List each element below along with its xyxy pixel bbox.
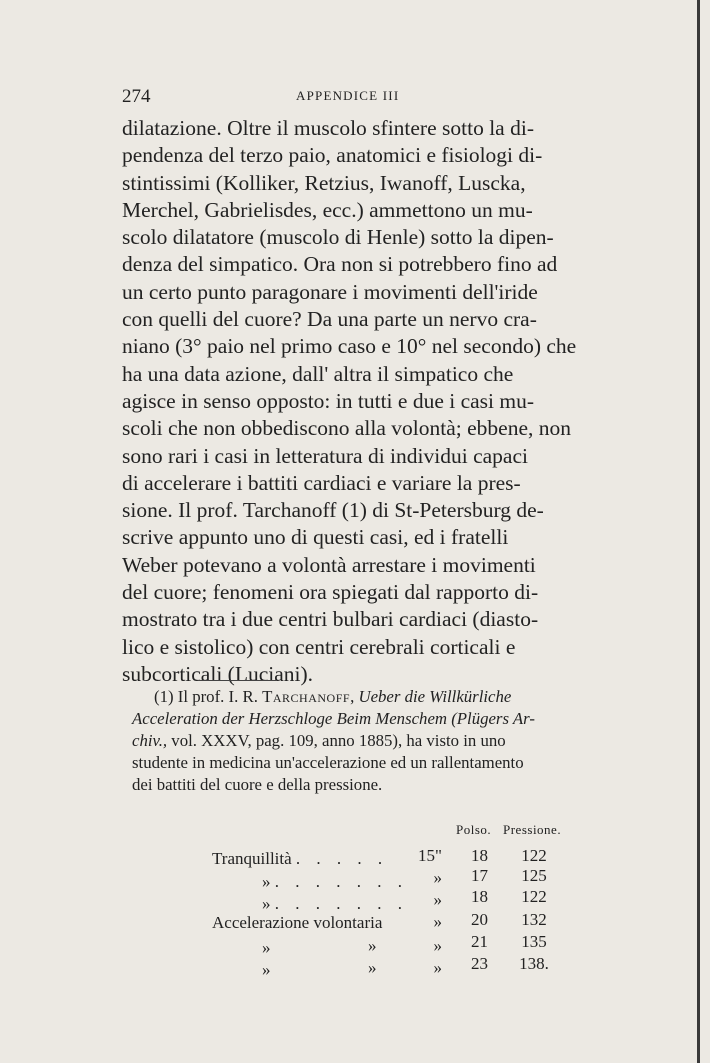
table-cell-pressione: 125 [521, 866, 547, 885]
body-line: scrive appunto uno di questi casi, ed i fratelli [122, 525, 509, 550]
footnote-title: Acceleration der Herzschloge Beim Menschem (Plügers Ar- [132, 709, 535, 728]
body-line: Weber potevano a volontà arrestare i movimenti [122, 552, 536, 577]
footnote-line: studente in medicina un'accelerazione ed un rallentamento [132, 753, 524, 772]
table-cell-pressione: 138. [519, 954, 549, 973]
table-row-label: » [262, 938, 271, 957]
table-cell-time: 15" [418, 846, 442, 865]
body-line: sione. Il prof. Tarchanoff (1) di St-Petersburg de- [122, 498, 544, 523]
body-line: lico e sistolico) con centri cerebrali corticali e [122, 634, 516, 659]
column-header-polso: Polso. [456, 822, 492, 837]
body-line: scoli che non obbediscono alla volontà; ebbene, non [122, 416, 571, 441]
table-cell-time: » [433, 912, 442, 931]
column-header-pressione: Pressione. [503, 822, 562, 837]
body-line: ha una data azione, dall' altra il simpatico che [122, 361, 514, 386]
body-line: scolo dilatatore (muscolo di Henle) sotto la dipen- [122, 225, 554, 250]
body-line: di accelerare i battiti cardiaci e variare la pres- [122, 470, 521, 495]
table-cell-polso: 17 [471, 866, 488, 885]
table-cell-time: » [433, 958, 442, 977]
body-line: niano (3° paio nel primo caso e 10° nel secondo) che [122, 334, 577, 359]
footnote-text: vol. XXXV, pag. 109, anno 1885), ha visto in uno [167, 731, 506, 750]
body-line: denza del simpatico. Ora non si potrebbero fino ad [122, 252, 558, 277]
table-cell-polso: 18 [471, 887, 488, 906]
table-row-label: » [368, 958, 377, 977]
table-row-label: Accelerazione volontaria [212, 913, 383, 932]
body-line: subcorticali (Luciani). [122, 661, 314, 686]
body-line: del cuore; fenomeni ora spiegati dal rapporto di- [122, 580, 539, 605]
page-number: 274 [122, 86, 151, 107]
table-row-label: » [262, 960, 271, 979]
body-line: dilatazione. Oltre il muscolo sfintere sotto la di- [122, 116, 534, 140]
footnote-title: chiv., [132, 731, 168, 750]
footnote-author: Tarchanoff [262, 687, 351, 706]
body-line: Merchel, Gabrielisdes, ecc.) ammettono un mu- [122, 197, 533, 222]
body-line: con quelli del cuore? Da una parte un nervo cra- [122, 307, 537, 332]
footnote-line: dei battiti del cuore e della pressione. [132, 775, 383, 794]
footnote-line: (1) Il prof. I. R. Tarchanoff, Ueber die Willkürliche [154, 687, 512, 706]
body-line: stintissimi (Kolliker, Retzius, Iwanoff, Luscka, [122, 170, 526, 195]
footnote-title: Ueber die Willkürliche [358, 687, 512, 706]
table-cell-pressione: 122 [521, 846, 547, 865]
table-cell-polso: 23 [471, 954, 488, 973]
table-row-label: » . . . . . . . [262, 872, 408, 891]
body-line: un certo punto paragonare i movimenti dell'iride [122, 279, 538, 304]
body-line: agisce in senso opposto: in tutti e due i casi mu- [122, 388, 535, 413]
table-cell-time: » [433, 936, 442, 955]
table-cell-pressione: 122 [521, 887, 547, 906]
footnote-marker: (1) Il prof. I. R. [154, 687, 263, 706]
table-cell-polso: 20 [471, 910, 488, 929]
table-cell-pressione: 135 [521, 932, 547, 951]
running-title: APPENDICE III [296, 88, 400, 103]
table-row-label: » [368, 936, 377, 955]
table-cell-time: » [433, 890, 442, 909]
table-cell-polso: 21 [471, 932, 488, 951]
table-cell-pressione: 132 [521, 910, 547, 929]
table-cell-time: » [433, 868, 442, 887]
body-line: mostrato tra i due centri bulbari cardiaci (diasto- [122, 607, 539, 632]
table-row-label: » . . . . . . . [262, 894, 408, 913]
body-line: pendenza del terzo paio, anatomici e fisiologi di- [122, 143, 543, 168]
table-cell-polso: 18 [471, 846, 488, 865]
body-line: sono rari i casi in letteratura di individui capaci [122, 443, 528, 468]
table-row-label: Tranquillità . . . . . [212, 849, 389, 868]
